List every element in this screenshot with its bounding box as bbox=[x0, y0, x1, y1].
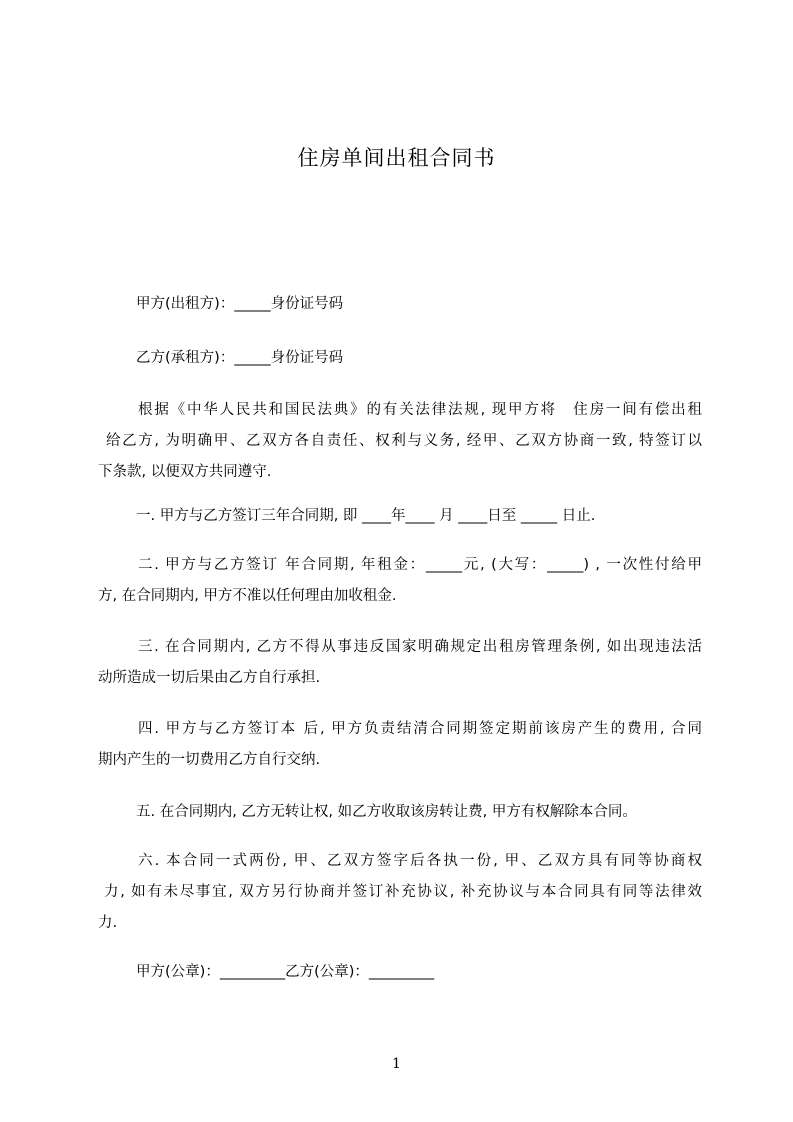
clause-3 bbox=[98, 632, 702, 694]
clause-4 bbox=[98, 714, 702, 776]
clause-2 bbox=[98, 550, 702, 612]
clause-5: 五. 在合同期内, 乙方无转让权, 如乙方收取该房转让费, 甲方有权解除本合同。 bbox=[136, 804, 637, 820]
preamble-line-2: 给乙方, 为明确甲、乙双方各自责任、权利与义务, 经甲、乙双方协商一致, 特签订以 bbox=[106, 433, 702, 449]
preamble-line-3: 下条款, 以便双方共同遵守. bbox=[98, 464, 272, 480]
clause-4-line-2: 期内产生的一切费用乙方自行交纳. bbox=[98, 752, 321, 768]
party-b-line: 乙方(承租方)：_____身份证号码 bbox=[136, 350, 344, 366]
clause-6-line-2: 力, 如有未尽事宜, 双方另行协商并签订补充协议, 补充协议与本合同具有同等法律效 bbox=[104, 884, 702, 900]
document-title: 住房单间出租合同书 bbox=[297, 146, 496, 170]
clause-6-line-3: 力. bbox=[98, 915, 118, 931]
clause-2-line-1: 二. 甲方与乙方签订 年合同期, 年租金：_____元, (大写：_____) , 一次性付给甲 bbox=[138, 557, 702, 573]
party-a-line: 甲方(出租方)：_____身份证号码 bbox=[136, 296, 344, 312]
preamble-paragraph bbox=[98, 395, 702, 488]
preamble-line-1: 根据《中华人民共和国民法典》的有关法律法规, 现甲方将 住房一间有偿出租 bbox=[138, 402, 702, 418]
clause-3-line-1: 三. 在合同期内, 乙方不得从事违反国家明确规定出租房管理条例, 如出现违法活 bbox=[138, 639, 702, 655]
clause-2-line-2: 方, 在合同期内, 甲方不准以任何理由加收租金. bbox=[98, 588, 397, 604]
page-number: 1 bbox=[392, 1056, 401, 1072]
clause-4-line-1: 四. 甲方与乙方签订本 后, 甲方负责结清合同期签定期前该房产生的费用, 合同 bbox=[138, 721, 702, 737]
clause-6 bbox=[98, 846, 702, 939]
clause-6-line-1: 六. 本合同一式两份, 甲、乙双方签字后各执一份, 甲、乙双方具有同等协商权 bbox=[138, 853, 702, 869]
signature-line: 甲方(公章)：_________乙方(公章)：_________ bbox=[136, 964, 435, 980]
clause-3-line-2: 动所造成一切后果由乙方自行承担. bbox=[98, 670, 321, 686]
clause-1: 一. 甲方与乙方签订三年合同期, 即 ____年____ 月 ____日至 _____ 日止. bbox=[136, 508, 596, 524]
